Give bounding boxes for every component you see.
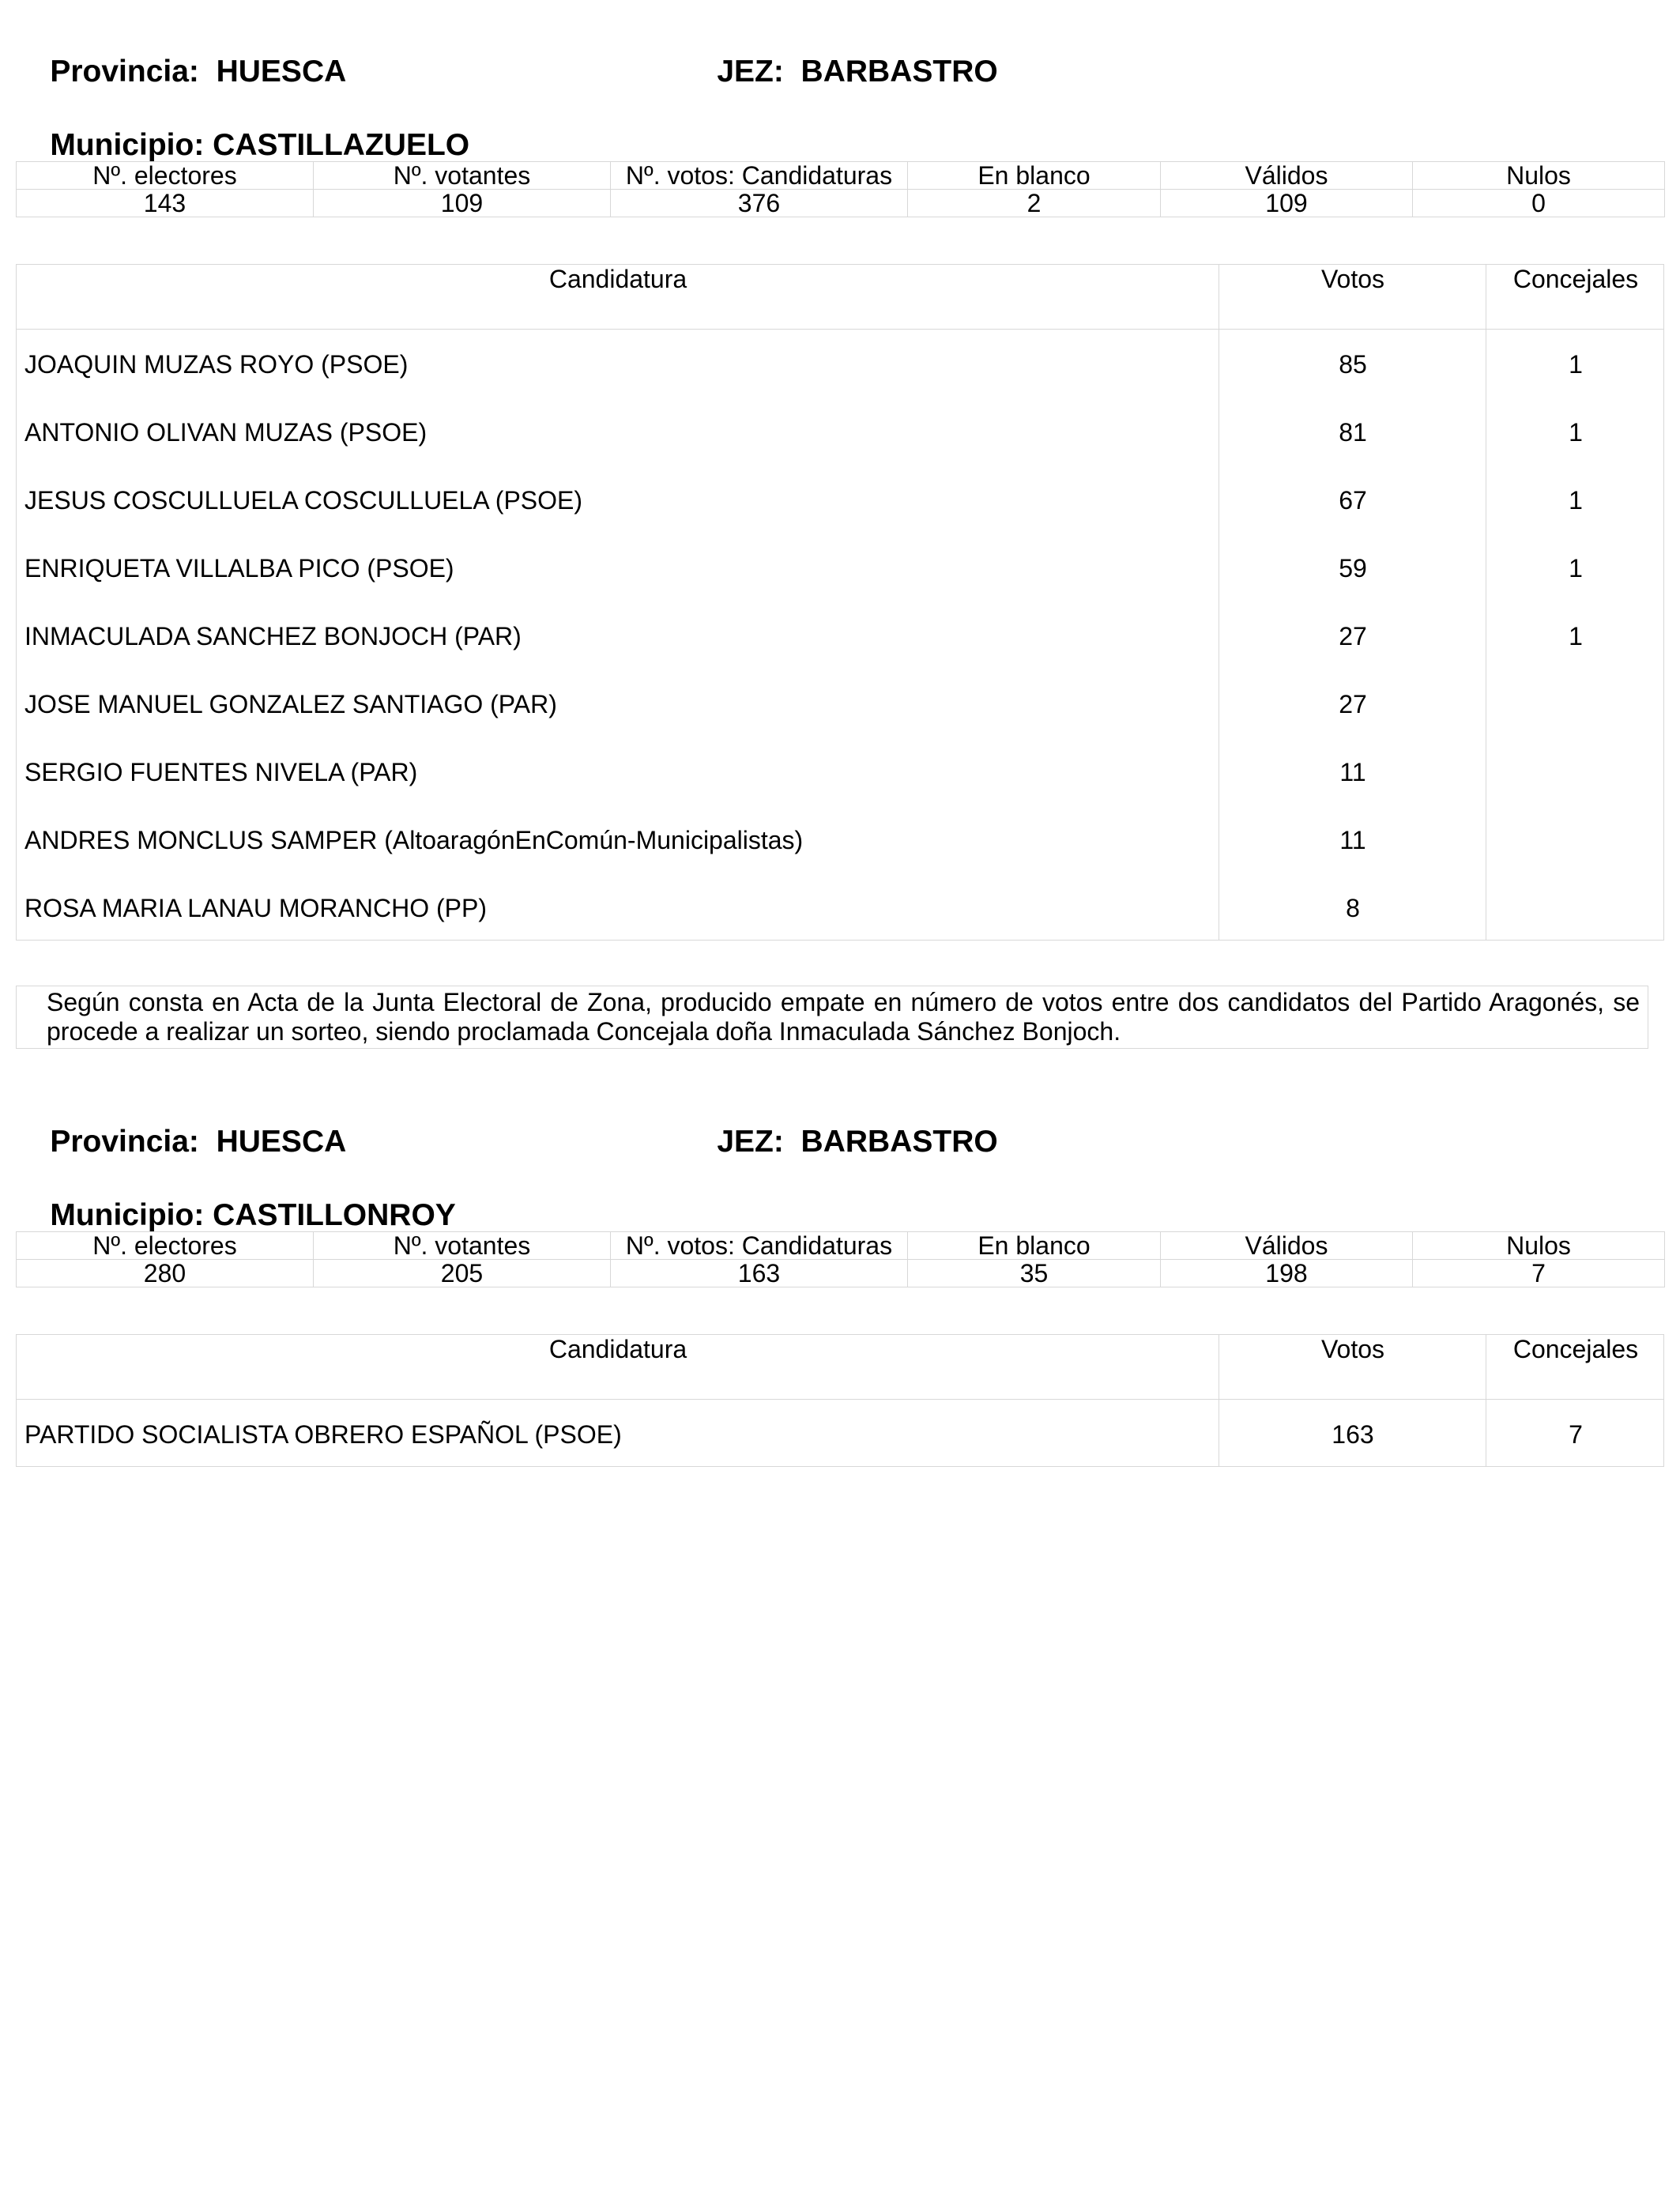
candidate-name: JESUS COSCULLUELA COSCULLUELA (PSOE) (24, 486, 583, 515)
stats-value-row (17, 190, 1665, 217)
candidate-name: ENRIQUETA VILLALBA PICO (PSOE) (24, 554, 454, 582)
candidate-votes: 163 (1332, 1420, 1374, 1449)
candidate-name: ANTONIO OLIVAN MUZAS (PSOE) (24, 418, 428, 447)
stats-value-nulos: 0 (1413, 190, 1665, 217)
candidates-table (16, 1334, 1664, 1467)
stats-value-validos: 109 (1161, 190, 1413, 217)
table-row (17, 805, 1665, 873)
provincia-value: HUESCA (216, 55, 347, 89)
candidate-concejales: 7 (1569, 1420, 1583, 1449)
table-row (17, 398, 1665, 466)
candidate-concejales: 1 (1569, 622, 1583, 650)
stats-header-electores: Nº. electores (17, 162, 314, 190)
stats-value-electores: 143 (17, 190, 314, 217)
candidate-concejales: 1 (1569, 418, 1583, 447)
stats-header-en-blanco: En blanco (908, 162, 1161, 190)
candidate-name: ROSA MARIA LANAU MORANCHO (PP) (24, 894, 487, 922)
stats-value-validos: 198 (1161, 1260, 1413, 1287)
candidate-votes: 81 (1339, 418, 1367, 447)
header-votos: Votos (1320, 1335, 1385, 1363)
table-row (17, 330, 1665, 398)
stats-value-en-blanco: 2 (908, 190, 1161, 217)
provincia-label: Provincia: (50, 1125, 199, 1159)
jez-value: BARBASTRO (800, 1125, 998, 1159)
tie-break-note: Según consta en Acta de la Junta Electoral de Zona, producido empate en número de votos entre dos candidatos del Partido Aragonés, se procede a realizar un sorteo, siendo proclamada Concejala doña Inmaculada Sánchez Bonjoch. (16, 986, 1648, 1049)
stats-header-electores: Nº. electores (17, 1232, 314, 1260)
candidate-votes: 27 (1339, 690, 1367, 718)
stats-header-votantes: Nº. votantes (314, 162, 611, 190)
table-row (17, 601, 1665, 669)
stats-value-electores: 280 (17, 1260, 314, 1287)
jez-line (683, 20, 998, 124)
municipio-value: CASTILLONROY (213, 1198, 456, 1232)
header-candidatura: Candidatura (548, 265, 687, 293)
jez-label: JEZ: (717, 55, 784, 89)
provincia-value: HUESCA (216, 1125, 347, 1159)
stats-value-en-blanco: 35 (908, 1260, 1161, 1287)
stats-header-en-blanco: En blanco (908, 1232, 1161, 1260)
municipio-value: CASTILLAZUELO (213, 128, 470, 162)
candidate-name: ANDRES MONCLUS SAMPER (AltoaragónEnComún-Municipalistas) (24, 826, 804, 854)
stats-table (16, 1231, 1665, 1287)
stats-value-nulos: 7 (1413, 1260, 1665, 1287)
candidate-name: PARTIDO SOCIALISTA OBRERO ESPAÑOL (PSOE) (24, 1420, 622, 1449)
header-concejales: Concejales (1512, 265, 1639, 293)
table-row (17, 1400, 1665, 1468)
candidate-concejales: 1 (1569, 486, 1583, 515)
candidate-name: SERGIO FUENTES NIVELA (PAR) (24, 758, 418, 786)
candidate-name: JOSE MANUEL GONZALEZ SANTIAGO (PAR) (24, 690, 557, 718)
table-row (17, 533, 1665, 601)
stats-header-votantes: Nº. votantes (314, 1232, 611, 1260)
stats-header-row (17, 162, 1665, 190)
header-concejales: Concejales (1512, 1335, 1639, 1363)
candidate-votes: 67 (1339, 486, 1367, 515)
municipio-label: Municipio: (50, 1198, 205, 1232)
stats-value-row (17, 1260, 1665, 1287)
candidate-name: INMACULADA SANCHEZ BONJOCH (PAR) (24, 622, 522, 650)
stats-header-votos-candidaturas: Nº. votos: Candidaturas (611, 1232, 908, 1260)
stats-value-votos-candidaturas: 163 (611, 1260, 908, 1287)
candidate-votes: 85 (1339, 350, 1367, 379)
stats-header-row (17, 1232, 1665, 1260)
stats-header-validos: Válidos (1161, 1232, 1413, 1260)
stats-header-validos: Válidos (1161, 162, 1413, 190)
stats-header-votos-candidaturas: Nº. votos: Candidaturas (611, 162, 908, 190)
candidate-votes: 59 (1339, 554, 1367, 582)
table-row (17, 466, 1665, 533)
stats-table (16, 161, 1665, 217)
table-row (17, 737, 1665, 805)
candidates-table (16, 264, 1664, 941)
candidate-concejales: 1 (1569, 350, 1583, 379)
stats-value-votantes: 109 (314, 190, 611, 217)
candidate-votes: 11 (1339, 826, 1366, 854)
candidate-votes: 8 (1346, 894, 1360, 922)
header-candidatura: Candidatura (548, 1335, 687, 1363)
stats-header-nulos: Nulos (1413, 1232, 1665, 1260)
stats-value-votantes: 205 (314, 1260, 611, 1287)
candidate-votes: 27 (1339, 622, 1367, 650)
candidate-concejales: 1 (1569, 554, 1583, 582)
table-row (17, 669, 1665, 737)
municipio-label: Municipio: (50, 128, 205, 162)
jez-value: BARBASTRO (800, 55, 998, 89)
header-votos: Votos (1320, 265, 1385, 293)
candidate-name: JOAQUIN MUZAS ROYO (PSOE) (24, 350, 409, 379)
table-row (17, 873, 1665, 941)
stats-value-votos-candidaturas: 376 (611, 190, 908, 217)
stats-header-nulos: Nulos (1413, 162, 1665, 190)
candidate-votes: 11 (1339, 758, 1366, 786)
jez-label: JEZ: (717, 1125, 784, 1159)
jez-line (683, 1090, 998, 1194)
provincia-label: Provincia: (50, 55, 199, 89)
